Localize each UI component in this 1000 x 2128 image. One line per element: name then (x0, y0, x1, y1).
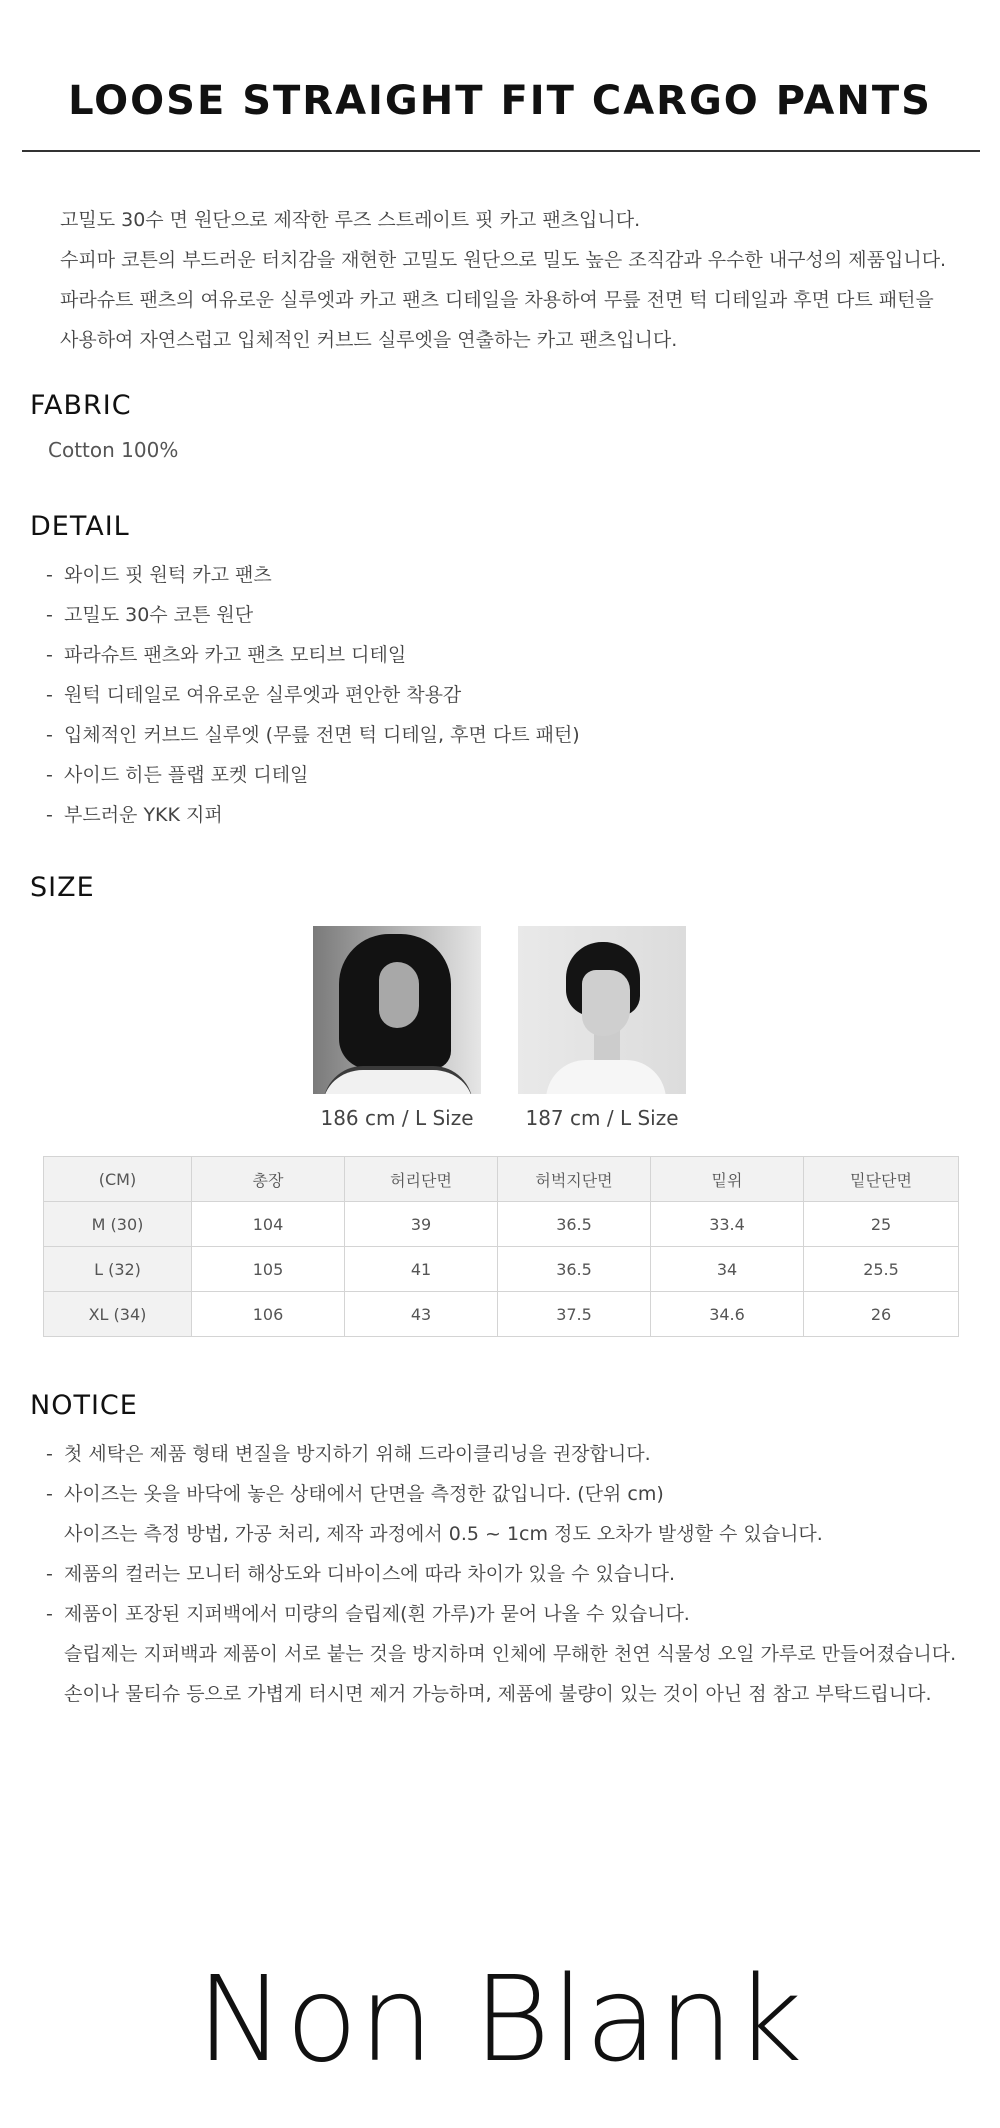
table-cell: 104 (192, 1202, 345, 1247)
notice-list (46, 1434, 956, 1714)
list-item: - 사이즈는 옷을 바닥에 놓은 상태에서 단면을 측정한 값입니다. (단위 cm) (46, 1483, 664, 1505)
fabric-composition: Cotton 100% (48, 438, 179, 462)
table-cell: 105 (192, 1247, 345, 1292)
model-caption: 187 cm / L Size (525, 1106, 679, 1130)
table-row (44, 1247, 959, 1292)
detail-heading: DETAIL (30, 511, 130, 542)
table-cell: 36.5 (498, 1202, 651, 1247)
column-header: (CM) (44, 1157, 192, 1202)
brand-logo: Non Blank (196, 1950, 804, 2088)
table-cell: 39 (345, 1202, 498, 1247)
model-photo (313, 926, 481, 1094)
description-line: 수피마 코튼의 부드러운 터치감을 재현한 고밀도 원단으로 밀도 높은 조직감과 우수한 내구성의 제품입니다. (60, 249, 947, 271)
table-row (44, 1292, 959, 1337)
list-item: - 첫 세탁은 제품 형태 변질을 방지하기 위해 드라이클리닝을 권장합니다. (46, 1443, 651, 1465)
model-caption: 186 cm / L Size (320, 1106, 474, 1130)
table-cell: 106 (192, 1292, 345, 1337)
description-line: 파라슈트 팬츠의 여유로운 실루엣과 카고 팬츠 디테일을 차용하여 무릎 전면 턱 디테일과 후면 다트 패턴을 (60, 289, 934, 311)
model-card (313, 926, 481, 1130)
list-item-continuation: 사이즈는 측정 방법, 가공 처리, 제작 과정에서 0.5 ~ 1cm 정도 오차가 발생할 수 있습니다. (64, 1523, 823, 1545)
table-cell: 25 (804, 1202, 959, 1247)
column-header: 허벅지단면 (498, 1157, 651, 1202)
table-cell: 36.5 (498, 1247, 651, 1292)
table-cell: 41 (345, 1247, 498, 1292)
detail-list (46, 555, 580, 835)
description-line: 사용하여 자연스럽고 입체적인 커브드 실루엣을 연출하는 카고 팬츠입니다. (60, 329, 678, 351)
notice-heading: NOTICE (30, 1390, 138, 1421)
table-cell: 37.5 (498, 1292, 651, 1337)
list-item: - 제품이 포장된 지퍼백에서 미량의 슬립제(흰 가루)가 묻어 나올 수 있습니다. (46, 1603, 690, 1625)
table-cell: 34.6 (651, 1292, 804, 1337)
list-item: - 사이드 히든 플랩 포켓 디테일 (46, 764, 309, 786)
table-cell: 43 (345, 1292, 498, 1337)
title-divider (22, 150, 980, 152)
table-cell: 26 (804, 1292, 959, 1337)
table-cell: 33.4 (651, 1202, 804, 1247)
product-title: LOOSE STRAIGHT FIT CARGO PANTS (68, 78, 932, 124)
model-photos (313, 926, 686, 1130)
column-header: 허리단면 (345, 1157, 498, 1202)
list-item-continuation: 슬립제는 지퍼백과 제품이 서로 붙는 것을 방지하며 인체에 무해한 천연 식물성 오일 가루로 만들어졌습니다. (64, 1643, 957, 1665)
size-table (43, 1156, 959, 1337)
size-label-cell: XL (34) (44, 1292, 192, 1337)
product-description (60, 200, 980, 360)
column-header: 총장 (192, 1157, 345, 1202)
table-header-row (44, 1157, 959, 1202)
list-item: - 부드러운 YKK 지퍼 (46, 804, 223, 826)
list-item-continuation: 손이나 물티슈 등으로 가볍게 터시면 제거 가능하며, 제품에 불량이 있는 것이 아닌 점 참고 부탁드립니다. (64, 1683, 932, 1705)
list-item: - 입체적인 커브드 실루엣 (무릎 전면 턱 디테일, 후면 다트 패턴) (46, 724, 580, 746)
table-cell: 34 (651, 1247, 804, 1292)
list-item: - 파라슈트 팬츠와 카고 팬츠 모티브 디테일 (46, 644, 407, 666)
model-card (518, 926, 686, 1130)
list-item: - 원턱 디테일로 여유로운 실루엣과 편안한 착용감 (46, 684, 462, 706)
size-label-cell: M (30) (44, 1202, 192, 1247)
table-row (44, 1202, 959, 1247)
size-heading: SIZE (30, 872, 95, 903)
list-item: - 와이드 핏 원턱 카고 팬츠 (46, 564, 272, 586)
fabric-heading: FABRIC (30, 390, 132, 421)
description-line: 고밀도 30수 면 원단으로 제작한 루즈 스트레이트 핏 카고 팬츠입니다. (60, 209, 641, 231)
column-header: 밑위 (651, 1157, 804, 1202)
column-header: 밑단단면 (804, 1157, 959, 1202)
table-cell: 25.5 (804, 1247, 959, 1292)
list-item: - 고밀도 30수 코튼 원단 (46, 604, 254, 626)
list-item: - 제품의 컬러는 모니터 해상도와 디바이스에 따라 차이가 있을 수 있습니다. (46, 1563, 676, 1585)
model-photo (518, 926, 686, 1094)
size-label-cell: L (32) (44, 1247, 192, 1292)
